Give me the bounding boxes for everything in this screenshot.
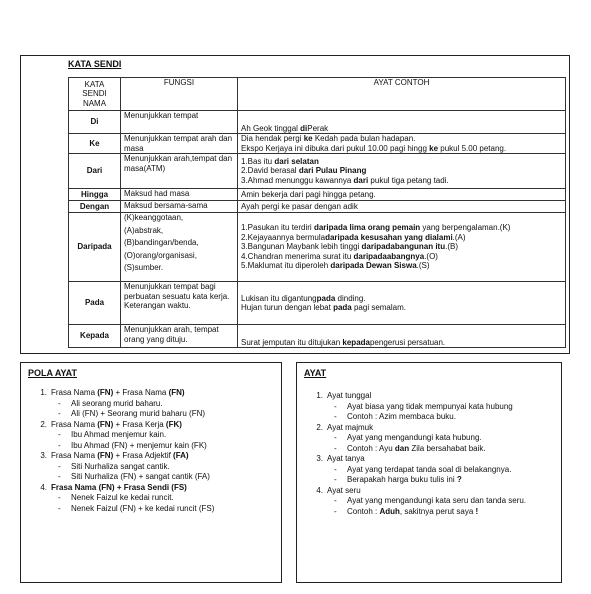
header-kata: KATA SENDI NAMA (69, 78, 121, 111)
item-number: 1. (316, 391, 323, 400)
text: Contoh : (347, 506, 380, 516)
text: Kedah pada bulan hadapan. (312, 134, 416, 143)
text: Ayat yang mengandungi kata hubung. (347, 433, 482, 442)
text: Zila bersahabat baik. (409, 443, 486, 453)
bold-text: daripada lima orang pemain (313, 223, 421, 233)
bold-text: daripada kesusahan yang dialami (325, 232, 453, 242)
bold-text: Aduh (379, 506, 400, 516)
text: + Frasa Adjektif (113, 451, 174, 460)
dash-bullet: - (334, 464, 337, 474)
ayat-contoh-cell (238, 134, 566, 154)
kata-sendi-cell: Hingga (69, 189, 121, 201)
text: 3.Ahmad menunggu kawannya (241, 175, 354, 185)
ayat-line (241, 124, 562, 134)
fungsi-line: (B)bandingan/benda, (124, 238, 199, 247)
ayat-contoh-cell (238, 201, 566, 213)
item-heading: Ayat seru (327, 485, 361, 495)
sub-item (309, 402, 559, 413)
kata-sendi-panel (20, 55, 570, 354)
kata-sendi-cell: Kepada (69, 325, 121, 348)
text: 3.Bangunan Maybank lebih tinggi (241, 242, 362, 252)
dash-bullet: - (58, 461, 61, 471)
sub-item-text: Nenek Faizul ke kedai runcit. (71, 493, 174, 502)
list-item (309, 454, 559, 465)
sub-item-text: Siti Nurhaliza sangat cantik. (71, 461, 170, 471)
dash-bullet: - (58, 503, 61, 513)
sub-item (309, 507, 559, 518)
ayat-line (241, 176, 562, 186)
ayat-line (241, 252, 562, 262)
fungsi-cell (121, 201, 238, 213)
bold-text: ke (303, 134, 313, 143)
ayat-line (241, 242, 562, 252)
ayat-line (241, 134, 562, 144)
list-item (309, 486, 559, 497)
dash-bullet: - (58, 409, 61, 418)
sub-item-text: Nenek Faizul (FN) + ke kedai runcit (FS) (71, 503, 215, 513)
text: Hujan turun dengan lebat (241, 303, 334, 312)
ayat-line (241, 190, 562, 200)
text: yang berpengalaman.(K) (420, 223, 511, 233)
text: 4.Chandran menerima surat itu (241, 251, 354, 261)
fungsi-line: Menunjukkan arah, tempat orang yang dituju. (124, 325, 219, 344)
text: 1.Pasukan itu terdiri (241, 223, 314, 233)
ayat-list (309, 391, 559, 517)
text: 2.David berasal (241, 166, 299, 176)
sub-item-text: Ibu Ahmad (FN) + menjemur kain (FK) (71, 440, 207, 450)
fungsi-line: Menunjukkan arah,tempat dan masa(ATM) (124, 154, 233, 173)
dash-bullet: - (58, 493, 61, 502)
text: Perak (307, 123, 329, 133)
fungsi-line: (A)abstrak, (124, 225, 164, 235)
sub-item (33, 493, 278, 504)
sub-item (33, 409, 278, 420)
text: Amin bekerja dari pagi hingga petang. (241, 189, 376, 199)
list-item (309, 423, 559, 434)
ayat-line (241, 294, 562, 304)
text: pukul 5.00 petang. (438, 143, 507, 153)
kata-sendi-cell: Di (69, 111, 121, 134)
fungsi-line: Menunjukkan tempat (124, 111, 199, 120)
dash-bullet: - (334, 412, 337, 421)
fungsi-cell (121, 325, 238, 348)
bold-text: (FN) (168, 388, 185, 397)
fungsi-line: Maksud had masa (124, 189, 190, 198)
ayat-line (241, 338, 562, 348)
sub-item-text: Ibu Ahmad menjemur kain. (71, 430, 167, 439)
sub-item (309, 444, 559, 455)
ayat-contoh-cell (238, 111, 566, 134)
text: 1.Bas itu (241, 156, 275, 166)
bold-text: pada (333, 303, 352, 312)
bold-text: Frasa Nama (51, 482, 99, 492)
bold-text: daripada Dewan Siswa (330, 261, 417, 271)
bold-text: daripadaabangnya (353, 251, 425, 261)
ayat-line (241, 166, 562, 176)
bold-text: dan (394, 443, 410, 453)
item-number: 2. (40, 419, 47, 429)
fungsi-cell (121, 189, 238, 201)
table-row (69, 154, 566, 189)
text: .(A) (452, 232, 466, 242)
fungsi-cell (121, 282, 238, 325)
table-row (69, 325, 566, 348)
kata-sendi-cell: Daripada (69, 213, 121, 282)
bold-text: ! (475, 506, 479, 516)
text: pukul tiga petang tadi. (368, 175, 449, 185)
text: Contoh : Ayu (347, 443, 395, 453)
text: .(S) (416, 261, 430, 271)
kata-sendi-table (68, 77, 566, 348)
table-row (69, 213, 566, 282)
text: Ekspo Kerjaya ini dibuka dari pukul 10.00 pagi hingg (241, 143, 430, 153)
text: Frasa Nama (51, 419, 98, 429)
table-row (69, 189, 566, 201)
ayat-contoh-cell (238, 282, 566, 325)
dash-bullet: - (58, 472, 61, 481)
text: Ayat biasa yang tidak mempunyai kata hubung (347, 401, 513, 411)
list-item (33, 451, 278, 462)
text: Frasa Nama (51, 451, 98, 460)
ayat-contoh-cell (238, 154, 566, 189)
dash-bullet: - (334, 506, 337, 516)
sub-item (309, 496, 559, 507)
fungsi-line: Menunjukkan tempat bagi perbuatan sesuatu kata kerja. (124, 282, 230, 301)
text: + Frasa Kerja (113, 419, 166, 429)
item-number: 3. (316, 454, 323, 463)
ayat-line (241, 144, 562, 154)
item-heading: Ayat tunggal (327, 391, 372, 400)
sub-item (309, 465, 559, 476)
fungsi-line: Keterangan waktu. (124, 301, 191, 310)
sub-item-text: Ali seorang murid baharu. (71, 398, 163, 408)
table-row (69, 201, 566, 213)
text: Frasa Nama (51, 388, 98, 397)
text: .(O) (424, 251, 438, 261)
bold-text: dari Pulau Pinang (298, 166, 367, 176)
header-ayat-contoh: AYAT CONTOH (238, 78, 566, 111)
text: dinding. (335, 293, 366, 303)
item-heading: Ayat majmuk (327, 422, 374, 432)
ayat-title: AYAT (304, 368, 327, 378)
sub-item (309, 412, 559, 423)
table-row (69, 134, 566, 154)
item-number: 3. (40, 451, 47, 460)
text: Surat jemputan itu ditujukan (241, 337, 343, 347)
bold-text: (FN) (98, 482, 115, 492)
ayat-line (241, 233, 562, 243)
sub-item (33, 504, 278, 515)
bold-text: + Frasa Sendi (114, 482, 172, 492)
ayat-line (241, 303, 562, 313)
kata-sendi-cell: Pada (69, 282, 121, 325)
text: Berapakah harga buku tulis ini (347, 475, 457, 484)
sub-item (309, 433, 559, 444)
list-item (309, 391, 559, 402)
item-number: 2. (316, 422, 323, 432)
fungsi-cell (121, 134, 238, 154)
sub-item (33, 430, 278, 441)
fungsi-line: Maksud bersama-sama (124, 201, 208, 210)
text: Ayat yang terdapat tanda soal di belakangnya. (347, 464, 512, 474)
dash-bullet: - (334, 475, 337, 484)
list-item (33, 388, 278, 399)
dash-bullet: - (334, 401, 337, 411)
bold-text: daripadabangunan itu (361, 242, 446, 252)
kata-sendi-cell: Dengan (69, 201, 121, 213)
ayat-panel (296, 362, 562, 583)
text: pengerusi persatuan. (369, 337, 446, 347)
bold-text: (FN) (97, 451, 114, 460)
item-number: 4. (316, 485, 323, 495)
bold-text: kepada (342, 337, 370, 347)
sub-item (33, 472, 278, 483)
text: 5.Maklumat itu diperoleh (241, 261, 331, 271)
kata-sendi-cell: Ke (69, 134, 121, 154)
text: 2.Kejayaannya bermula (241, 232, 326, 242)
dash-bullet: - (334, 443, 337, 453)
bold-text: pada (316, 293, 336, 303)
text: , sakitnya perut saya (399, 506, 476, 516)
sub-item-text: Siti Nurhaliza (FN) + sangat cantik (FA) (71, 472, 210, 481)
table-row (69, 111, 566, 134)
pola-ayat-title: POLA AYAT (28, 368, 78, 378)
ayat-line (241, 261, 562, 271)
bold-text: ? (456, 475, 462, 484)
fungsi-line: (S)sumber. (124, 263, 164, 272)
ayat-contoh-cell (238, 189, 566, 201)
text: + Frasa Nama (113, 388, 169, 397)
sub-item (33, 441, 278, 452)
sub-item-text: Ali (FN) + Seorang murid baharu (FN) (71, 409, 206, 418)
bold-text: (FN) (97, 388, 114, 397)
dash-bullet: - (58, 440, 61, 450)
sub-item (309, 475, 559, 486)
fungsi-line: (O)orang/organisasi, (124, 250, 197, 260)
list-item (33, 420, 278, 431)
text: pagi semalam. (351, 303, 406, 312)
dash-bullet: - (334, 433, 337, 442)
fungsi-cell (121, 213, 238, 282)
table-row (69, 282, 566, 325)
bold-text: ke (429, 143, 439, 153)
list-item (33, 483, 278, 494)
kata-sendi-cell: Dari (69, 154, 121, 189)
item-number: 4. (40, 482, 47, 492)
text: Ah Geok tinggal (241, 123, 301, 133)
table-header-row (69, 78, 566, 111)
ayat-contoh-cell (238, 213, 566, 282)
bold-text: (FA) (173, 451, 189, 460)
fungsi-line: Menunjukkan tempat arah dan masa (124, 134, 233, 153)
sub-item (33, 462, 278, 473)
item-heading: Ayat tanya (327, 454, 365, 463)
ayat-contoh-cell (238, 325, 566, 348)
text: Contoh : Azim membaca buku. (347, 412, 456, 421)
bold-text: dari (353, 175, 369, 185)
dash-bullet: - (58, 430, 61, 439)
text: Dia hendak pergi (241, 134, 304, 143)
ayat-line (241, 157, 562, 167)
text: Ayah pergi ke pasar dengan adik (241, 201, 358, 211)
text: .(B) (445, 242, 458, 252)
ayat-line (241, 223, 562, 233)
text: Ayat yang mengandungi kata seru dan tanda seru. (347, 496, 527, 505)
fungsi-cell (121, 111, 238, 134)
kata-sendi-title: KATA SENDI (68, 59, 122, 69)
pola-ayat-panel (20, 362, 282, 583)
bold-text: di (300, 123, 308, 133)
ayat-line (241, 202, 562, 212)
bold-text: (FK) (165, 419, 182, 429)
bold-text: dari selatan (274, 156, 319, 166)
header-fungsi: FUNGSI (121, 78, 238, 111)
bold-text: (FN) (97, 419, 114, 429)
fungsi-line: (K)keanggotaan, (124, 213, 184, 222)
item-number: 1. (40, 388, 47, 397)
text: Lukisan itu digantung (241, 293, 317, 303)
dash-bullet: - (58, 398, 61, 408)
dash-bullet: - (334, 496, 337, 505)
fungsi-cell (121, 154, 238, 189)
pola-ayat-list (33, 388, 278, 514)
sub-item (33, 399, 278, 410)
bold-text: (FS) (171, 482, 187, 492)
